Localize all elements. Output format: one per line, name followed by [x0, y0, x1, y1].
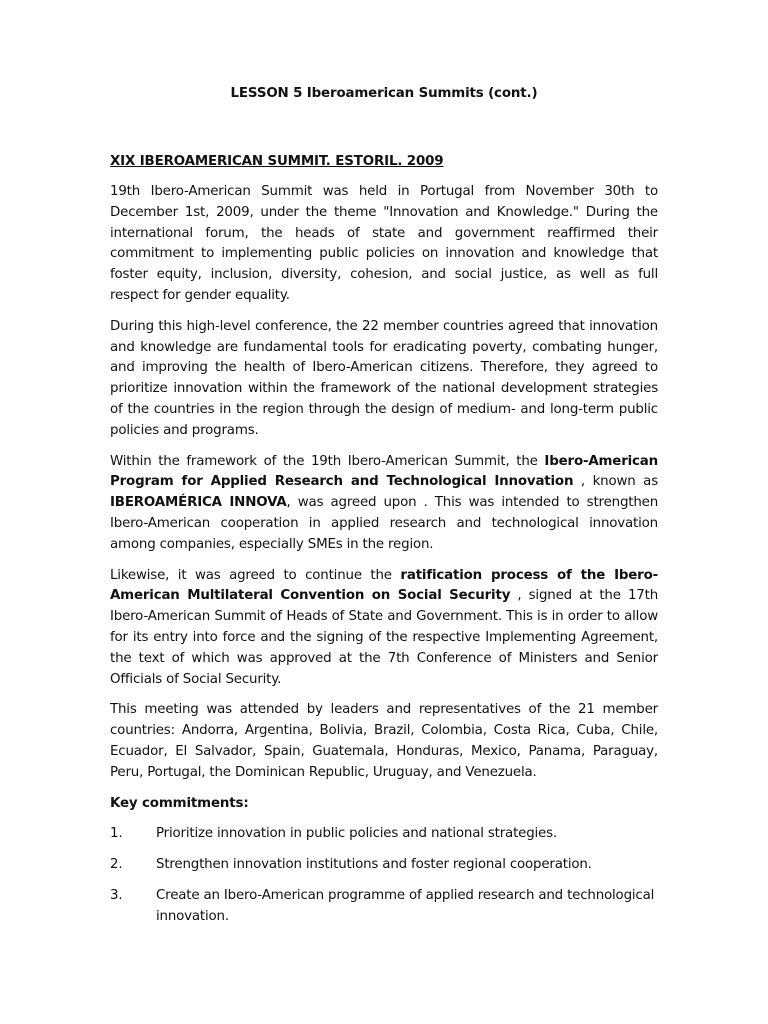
paragraph-4-text-a: Likewise, it was agreed to continue the: [110, 567, 401, 583]
paragraph-3-text-c: , was agreed upon . This was intended to strengthen Ibero-American cooperation in applied research and technological innovation among companies, especially SMEs in the region.: [110, 495, 659, 552]
key-commitments-list: [110, 824, 658, 927]
list-item: [110, 855, 658, 876]
paragraph-2: During this high-level conference, the 22 member countries agreed that innovation and knowledge are fundamental tools for eradicating poverty, combating hunger, and improving the health of Ibero-American citizens. Therefore, they agreed to prioritize innovation within the framework of the national development strategies of the countries in the region through the design of medium- and long-term public policies and programs.: [110, 318, 658, 438]
page-title: LESSON 5 Iberoamerican Summits (cont.): [230, 86, 538, 101]
list-item-text: Prioritize innovation in public policies and national strategies.: [156, 826, 557, 842]
program-name-bold: Ibero-American Program for Applied Research and Technological Innovation: [110, 453, 658, 490]
list-item: [110, 886, 658, 928]
list-item: [110, 824, 658, 845]
paragraph-4-text-b: , signed at the 17th Ibero-American Summit of Heads of State and Government. This is in order to allow for its entry into force and the signing of the respective Implementing Agreement, the text of which was approved at the 7th Conference of Ministers and Senior Officials of Social Security.: [110, 588, 658, 687]
section-heading: XIX IBEROAMERICAN SUMMIT. ESTORIL. 2009: [110, 154, 444, 169]
list-item-number: 2.: [110, 857, 123, 873]
list-item-text: Strengthen innovation institutions and foster regional cooperation.: [156, 857, 592, 873]
paragraph-4: [110, 566, 658, 691]
paragraph-3-text-b: , known as: [573, 474, 658, 490]
iberoamerica-innova-bold: IBEROAMÉRICA INNOVA: [110, 495, 287, 511]
ratification-process-bold: ratification process of the Ibero-American Multilateral Convention on Social Security: [110, 567, 659, 604]
document-page: [110, 84, 658, 938]
paragraph-5: This meeting was attended by leaders and representatives of the 21 member countries: Andorra, Argentina, Bolivia, Brazil, Colombia, Costa Rica, Cuba, Chile, Ecuador, El Salvador, Spain, Guatemala, Honduras, Mexico, Panama, Paraguay, Peru, Portugal, the Dominican Republic, Uruguay, and Venezuela.: [110, 702, 658, 780]
paragraph-3: [110, 452, 658, 556]
list-item-number: 3.: [110, 887, 123, 903]
list-item-number: 1.: [110, 826, 123, 842]
paragraph-1: 19th Ibero-American Summit was held in Portugal from November 30th to December 1st, 2009, under the theme "Innovation and Knowledge." During the international forum, the heads of state and government reaffirmed their commitment to implementing public policies on innovation and knowledge that foster equity, inclusion, diversity, cohesion, and social justice, as well as full respect for gender equality.: [110, 184, 658, 303]
list-item-text: Create an Ibero-American programme of applied research and technological innovation.: [156, 887, 655, 924]
key-commitments-heading: Key commitments:: [110, 795, 249, 811]
paragraph-3-text-a: Within the framework of the 19th Ibero-American Summit, the: [110, 453, 545, 469]
